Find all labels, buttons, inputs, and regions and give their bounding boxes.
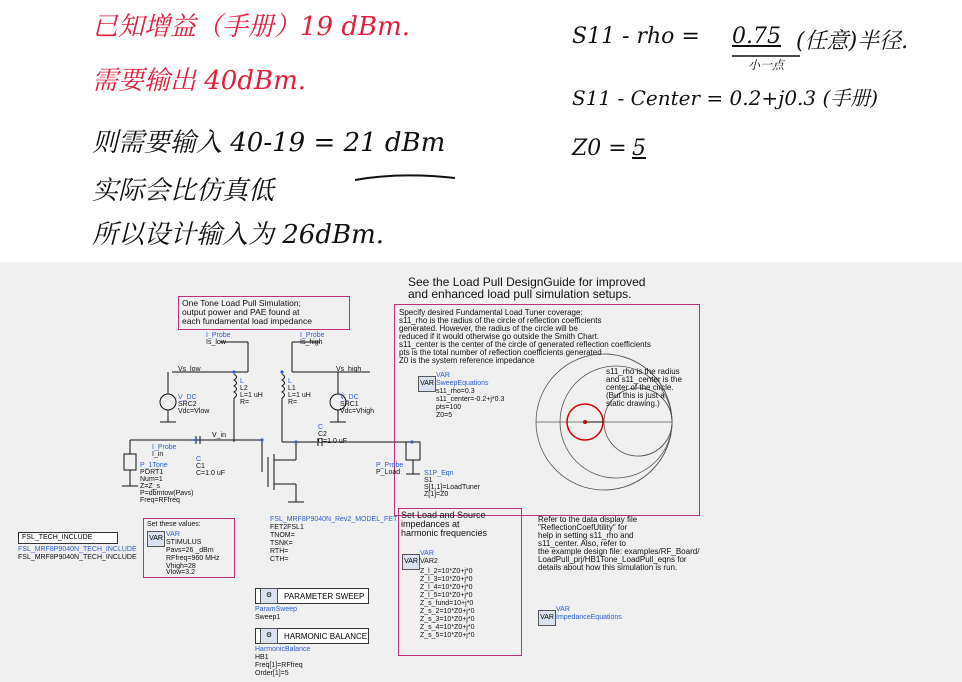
l1-value: L=1 uH [288, 392, 311, 399]
l1-type: L [288, 378, 292, 385]
var-line: pts=100 [436, 404, 462, 411]
var-line: Z_l_5=10*Z0+j*0 [420, 592, 473, 599]
l1-r: R= [288, 399, 298, 406]
var-line: Z_s_5=10*Z0+j*0 [420, 632, 475, 639]
v-in-label: V_in [212, 432, 227, 439]
port-line: Num=1 [140, 476, 163, 483]
impedance-equations-block[interactable] [538, 606, 622, 626]
l1-name[interactable]: L1 [288, 385, 296, 392]
l2-name[interactable]: L2 [240, 385, 248, 392]
var-line: Z_s_2=10*Z0+j*0 [420, 608, 475, 615]
port-name[interactable]: PORT1 [140, 469, 164, 476]
note-line-input: 则需要输入 40-19 = 21 dBm [92, 128, 446, 158]
c2-name[interactable]: C2 [318, 431, 327, 438]
s1p-name[interactable]: S1 [424, 477, 433, 484]
note-z0: Z0 = [572, 136, 627, 161]
note-rho-value: 0.75 [732, 24, 781, 49]
var-line: Z_s_3=10*Z0+j*0 [420, 616, 475, 623]
fet-line: CTH= [270, 556, 289, 563]
var-line: Z_l_3=10*Z0+j*0 [420, 576, 473, 583]
c1-name[interactable]: C1 [196, 463, 205, 470]
harmonic-balance-label: HARMONIC BALANCE [284, 631, 368, 641]
handwriting-underlines [0, 0, 962, 262]
param-sweep-name: Sweep1 [255, 614, 281, 621]
var-line: Z_l_2=10*Z0+j*0 [420, 568, 473, 575]
var-type: VAR [166, 531, 180, 538]
s1p-line: Z[1]=Z0 [424, 491, 449, 498]
var-icon: VAR [147, 531, 165, 547]
c1-value: C=1.0 uF [196, 470, 225, 477]
var-line: Z0=5 [436, 412, 453, 419]
var-name: SweepEquations [436, 380, 489, 387]
note-s11-center: S11 - Center = 0.2+j0.3 (手册) [572, 86, 879, 110]
l2-type: L [240, 378, 244, 385]
src1-type: V_DC [340, 394, 359, 401]
simulation-title-box [178, 296, 350, 330]
pprobe-name[interactable]: P_Load [376, 469, 401, 476]
var-line: Vlow=3.2 [166, 569, 195, 576]
note-smaller: 小一点 [748, 58, 785, 72]
var-name: VAR2 [420, 558, 438, 565]
src1-value: Vdc=Vhigh [340, 408, 375, 415]
parameter-sweep-block[interactable] [255, 588, 369, 604]
vs-high-label: Vs_high [336, 366, 362, 373]
var-line: s11_rho=0.3 [436, 388, 475, 395]
note-z0-value: 5 [632, 136, 646, 161]
var-icon: VAR [418, 376, 436, 392]
s1p-type: S1P_Eqn [424, 470, 454, 477]
smith-note: s11_rho is the radius and s11_center is the center of the circle. (But this is just a static drawing.) [606, 367, 682, 408]
tech-include-line: FSL_MRF8P9040N_TECH_INCLUDE [18, 546, 137, 553]
iprobe-in-type: I_Probe [152, 444, 177, 451]
sweep-equations-block[interactable] [418, 372, 505, 419]
var-icon: VAR [402, 554, 420, 570]
iprobe-low-type: I_Probe [206, 332, 231, 339]
tech-include-button[interactable] [18, 532, 118, 544]
iprobe-low-name[interactable]: Is_low [206, 339, 226, 346]
src1-name[interactable]: SRC1 [340, 401, 359, 408]
param-sweep-type: ParamSweep [255, 606, 298, 613]
note-line-gain: 已知增益（手册）19 dBm. [92, 12, 411, 42]
pprobe-type: P_Probe [376, 462, 404, 469]
var-line: s11_center=-0.2+j*0.3 [436, 396, 505, 403]
tech-include-label: FSL_TECH_INCLUDE [22, 534, 93, 541]
var-line: Z_s_4=10*Z0+j*0 [420, 624, 475, 631]
fet-line: RTH= [270, 548, 289, 555]
var-line: Z_l_4=10*Z0+j*0 [420, 584, 473, 591]
var-line: Pavs=26 _dBm [166, 547, 214, 554]
iprobe-high-type: I_Probe [300, 332, 325, 339]
coverage-text: Specify desired Fundamental Load Tuner coverage: s11_rho is the radius of the circle of reflection coefficients generated. However, the radius of the circle will be reduced if it would otherwise go outside the Smith Chart. s11_center is the center of the circle of generated reflection coefficients pts is the total number of reflection coefficients generated Z0 is the system reference impedance [399, 308, 651, 365]
fet-model: FSL_MRF8P9040N_Rev2_MODEL_FET [270, 516, 398, 523]
var-type: VAR [556, 606, 570, 613]
note-line-output: 需要输出 40dBm. [92, 66, 307, 96]
var-line: Vhigh=28 [166, 563, 196, 570]
sweep-icon: ⚙ [260, 588, 278, 604]
refer-text: Refer to the data display file "ReflectionCoefUtility" for help in setting s11_rho and s11_center. Also, refer to the example design file: examples/RF_Board/ LoadPull_prj/HB1Tone_LoadPull_eqns for details about how this simulation is run. [538, 515, 700, 572]
s1p-line: S[1,1]=LoadTuner [424, 484, 480, 491]
src2-type: V_DC [178, 394, 197, 401]
var-type: VAR [420, 550, 434, 557]
schematic-canvas[interactable] [0, 262, 962, 682]
l2-value: L=1 uH [240, 392, 263, 399]
c1-type: C [196, 456, 202, 463]
stimulus-title: Set these values: [147, 521, 201, 528]
var-type: VAR [436, 372, 450, 379]
var2-block[interactable] [402, 550, 475, 639]
var-line: RFfreq=960 MHz [166, 555, 220, 562]
var-name: ImpedanceEquations [556, 614, 622, 621]
fet-line: TNOM= [270, 532, 295, 539]
var-name: STIMULUS [166, 539, 202, 546]
port-line: P=dbmtow(Pavs) [140, 490, 194, 497]
fet-line: TSNK= [270, 540, 293, 547]
hb-line: Freq[1]=RFfreq [255, 662, 303, 669]
src2-value: Vdc=Vlow [178, 408, 210, 415]
note-s11-rho: S11 - rho = [572, 24, 700, 49]
harmonic-balance-block[interactable] [255, 628, 369, 644]
hb-type: HarmonicBalance [255, 646, 311, 653]
c2-type: C [318, 424, 324, 431]
hb-name: HB1 [255, 654, 269, 661]
l2-r: R= [240, 399, 250, 406]
src2-name[interactable]: SRC2 [178, 401, 197, 408]
c2-value: C=1.0 uF [318, 438, 347, 445]
parameter-sweep-label: PARAMETER SWEEP [284, 591, 365, 601]
port-line: Freq=RFfreq [140, 497, 180, 504]
var-icon: VAR [538, 610, 556, 626]
var-line: Z_s_fund=10+j*0 [420, 600, 474, 607]
hb-line: Order[1]=5 [255, 670, 289, 677]
iprobe-high-name[interactable]: Is_high [300, 339, 323, 346]
simulation-title: One Tone Load Pull Simulation; output power and PAE found at each fundamental load impedance [182, 298, 312, 326]
iprobe-in-name[interactable]: I_in [152, 451, 164, 458]
stimulus-box [143, 518, 235, 578]
note-line-design: 所以设计输入为 26dBm. [92, 220, 385, 250]
fet-name[interactable]: FET2FSL1 [270, 524, 304, 531]
tech-include-line: FSL_MRF8P9040N_TECH_INCLUDE [18, 554, 137, 561]
harmonic-title: Set Load and Source impedances at harmonic frequencies [401, 510, 488, 538]
note-rho-comment: (任意)半径. [796, 29, 909, 54]
vs-low-label: Vs_low [178, 366, 201, 373]
guide-header[interactable]: See the Load Pull DesignGuide for improved and enhanced load pull simulation setups. [408, 275, 646, 301]
port-type: P_1Tone [140, 462, 168, 469]
harmonic-balance-icon: ⚙ [260, 628, 278, 644]
port-line: Z=Z_s [140, 483, 161, 490]
note-line-lower: 实际会比仿真低 [92, 176, 275, 206]
